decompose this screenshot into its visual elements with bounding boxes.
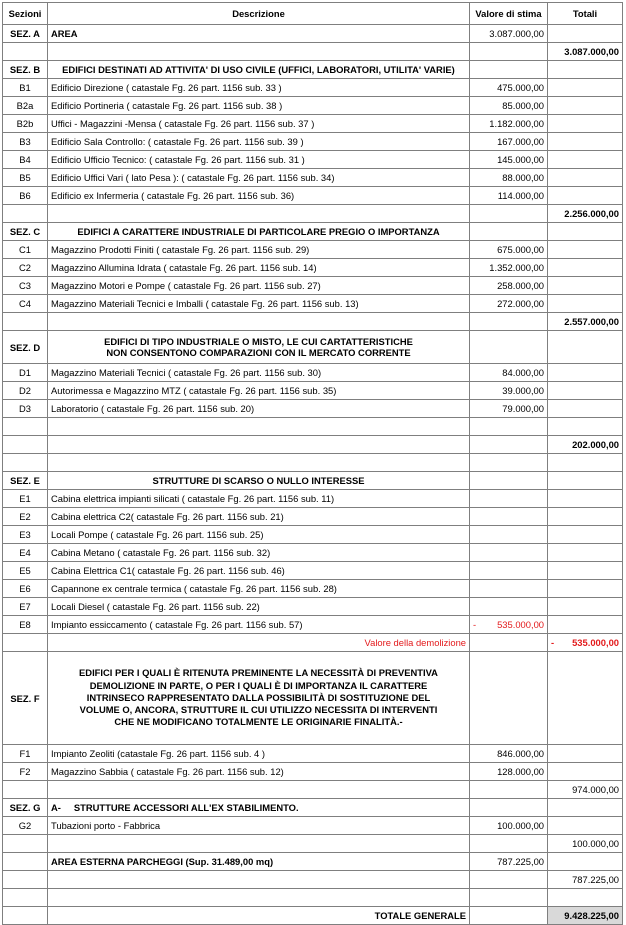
section-code: SEZ. A [3, 25, 48, 43]
sec-g-title-row [3, 799, 623, 817]
table-row [3, 115, 623, 133]
table-row [3, 490, 623, 508]
empty-cell [48, 436, 470, 454]
empty-cell [548, 223, 623, 241]
empty-cell [470, 313, 548, 331]
sec-e-title-row [3, 472, 623, 490]
empty-cell [470, 223, 548, 241]
empty-cell [48, 889, 470, 907]
section-code: SEZ. C [3, 223, 48, 241]
item-value: 88.000,00 [470, 169, 548, 187]
empty-cell [548, 151, 623, 169]
parking-value: 787.225,00 [470, 853, 548, 871]
empty-cell [48, 313, 470, 331]
section-title: EDIFICI PER I QUALI È RITENUTA PREMINENTE LA NECESSITÀ DI PREVENTIVA DEMOLIZIONE IN PARTE, O PER I QUALI È DI IMPORTANZA IL CARATTERE INTRINSECO RAPPRESENTATO DALLA POSSIBILITÀ DI SOSTITUZIONE DEL VOLUME O, ANCORA, STRUTTURE IL CUI UTILIZZO NECESSITA DI INTERVENTI CHE NE MODIFICANO TOTALMENTE LE ORIGINARIE FINALITÀ.- [48, 652, 470, 745]
item-value: 258.000,00 [470, 277, 548, 295]
item-code: B6 [3, 187, 48, 205]
empty-cell [3, 313, 48, 331]
item-code: E3 [3, 526, 48, 544]
section-total: 3.087.000,00 [548, 43, 623, 61]
empty-cell [548, 508, 623, 526]
table-row [3, 526, 623, 544]
empty-cell [548, 295, 623, 313]
empty-cell [3, 781, 48, 799]
item-code: B2b [3, 115, 48, 133]
table-row [3, 817, 623, 835]
item-desc: Locali Pompe ( catastale Fg. 26 part. 1156 sub. 25) [48, 526, 470, 544]
spacer-row [3, 889, 623, 907]
header-totali: Totali [548, 3, 623, 25]
empty-cell [548, 817, 623, 835]
table-row [3, 169, 623, 187]
empty-cell [470, 580, 548, 598]
item-value: 79.000,00 [470, 400, 548, 418]
item-desc: Edificio Direzione ( catastale Fg. 26 part. 1156 sub. 33 ) [48, 79, 470, 97]
section-total: 100.000,00 [548, 835, 623, 853]
empty-cell [548, 115, 623, 133]
empty-cell [470, 205, 548, 223]
item-code: D3 [3, 400, 48, 418]
empty-cell [548, 364, 623, 382]
item-code: E6 [3, 580, 48, 598]
item-value: 272.000,00 [470, 295, 548, 313]
spacer-row [3, 835, 623, 853]
item-value: 1.182.000,00 [470, 115, 548, 133]
empty-cell [548, 763, 623, 781]
empty-cell [548, 616, 623, 634]
item-code: E2 [3, 508, 48, 526]
section-total: 974.000,00 [548, 781, 623, 799]
table-row [3, 400, 623, 418]
item-desc: Magazzino Materiali Tecnici ( catastale Fg. 26 part. 1156 sub. 30) [48, 364, 470, 382]
empty-cell [548, 544, 623, 562]
header-sezioni: Sezioni [3, 3, 48, 25]
item-desc: Cabina elettrica C2( catastale Fg. 26 part. 1156 sub. 21) [48, 508, 470, 526]
empty-cell [548, 79, 623, 97]
empty-cell [548, 853, 623, 871]
item-value: 114.000,00 [470, 187, 548, 205]
empty-cell [3, 436, 48, 454]
sec-d-title-row [3, 331, 623, 364]
table-row [3, 364, 623, 382]
item-code: B5 [3, 169, 48, 187]
section-title: EDIFICI DI TIPO INDUSTRIALE O MISTO, LE CUI CARTATTERISTICHE NON CONSENTONO COMPARAZIONI CON IL MERCATO CORRENTE [48, 331, 470, 364]
item-code: D2 [3, 382, 48, 400]
empty-cell [548, 580, 623, 598]
empty-cell [548, 25, 623, 43]
empty-cell [48, 454, 470, 472]
header-descrizione: Descrizione [48, 3, 470, 25]
empty-cell [48, 835, 470, 853]
table-row [3, 97, 623, 115]
item-desc: Autorimessa e Magazzino MTZ ( catastale Fg. 26 part. 1156 sub. 35) [48, 382, 470, 400]
item-value: 167.000,00 [470, 133, 548, 151]
sec-f-total-row [3, 781, 623, 799]
empty-cell [548, 133, 623, 151]
empty-cell [3, 871, 48, 889]
empty-cell [470, 490, 548, 508]
empty-cell [548, 418, 623, 436]
empty-cell [548, 472, 623, 490]
empty-cell [548, 331, 623, 364]
item-desc: Locali Diesel ( catastale Fg. 26 part. 1156 sub. 22) [48, 598, 470, 616]
grand-total-row [3, 907, 623, 925]
empty-cell [470, 544, 548, 562]
item-desc: Magazzino Sabbia ( catastale Fg. 26 part. 1156 sub. 12) [48, 763, 470, 781]
empty-cell [48, 418, 470, 436]
item-desc: Cabina Elettrica C1( catastale Fg. 26 part. 1156 sub. 46) [48, 562, 470, 580]
empty-cell [548, 277, 623, 295]
item-value: 846.000,00 [470, 745, 548, 763]
section-code: SEZ. E [3, 472, 48, 490]
empty-cell [470, 508, 548, 526]
item-code: G2 [3, 817, 48, 835]
empty-cell [470, 562, 548, 580]
table-row [3, 745, 623, 763]
item-desc: Edificio ex Infermeria ( catastale Fg. 26 part. 1156 sub. 36) [48, 187, 470, 205]
table-row [3, 259, 623, 277]
table-row [3, 151, 623, 169]
table-header-row [3, 3, 623, 25]
sec-d-total-row [3, 436, 623, 454]
empty-cell [548, 652, 623, 745]
section-total: 787.225,00 [548, 871, 623, 889]
empty-cell [3, 835, 48, 853]
empty-cell [470, 526, 548, 544]
sec-c-title-row [3, 223, 623, 241]
section-title: AREA [48, 25, 470, 43]
parking-desc: AREA ESTERNA PARCHEGGI (Sup. 31.489,00 mq) [48, 853, 470, 871]
demolition-row [3, 634, 623, 652]
negative-total: 535.000,00 [572, 637, 619, 648]
item-code: E7 [3, 598, 48, 616]
item-code: D1 [3, 364, 48, 382]
item-code: B1 [3, 79, 48, 97]
section-title: STRUTTURE DI SCARSO O NULLO INTERESSE [48, 472, 470, 490]
demolition-label: Valore della demolizione [48, 634, 470, 652]
item-value: 1.352.000,00 [470, 259, 548, 277]
item-code: E5 [3, 562, 48, 580]
item-desc: Impianto Zeoliti (catastale Fg. 26 part. 1156 sub. 4 ) [48, 745, 470, 763]
table-row [3, 295, 623, 313]
item-desc: Edificio Portineria ( catastale Fg. 26 part. 1156 sub. 38 ) [48, 97, 470, 115]
item-desc: Cabina elettrica impianti silicati ( catastale Fg. 26 part. 1156 sub. 11) [48, 490, 470, 508]
item-value-negative [470, 616, 548, 634]
item-code: C3 [3, 277, 48, 295]
empty-cell [470, 835, 548, 853]
section-code: SEZ. G [3, 799, 48, 817]
item-code: E1 [3, 490, 48, 508]
grand-total-value: 9.428.225,00 [548, 907, 623, 925]
header-valore: Valore di stima [470, 3, 548, 25]
empty-cell [3, 634, 48, 652]
empty-cell [48, 43, 470, 61]
empty-cell [548, 799, 623, 817]
table-row [3, 133, 623, 151]
empty-cell [3, 205, 48, 223]
item-desc: Impianto essiccamento ( catastale Fg. 26 part. 1156 sub. 57) [48, 616, 470, 634]
empty-cell [470, 598, 548, 616]
item-value: 85.000,00 [470, 97, 548, 115]
empty-cell [470, 454, 548, 472]
item-code: C2 [3, 259, 48, 277]
spacer-row [3, 454, 623, 472]
item-desc: Magazzino Allumina Idrata ( catastale Fg. 26 part. 1156 sub. 14) [48, 259, 470, 277]
item-value: 128.000,00 [470, 763, 548, 781]
table-row [3, 277, 623, 295]
table-row [3, 544, 623, 562]
empty-cell [470, 43, 548, 61]
section-total: 2.557.000,00 [548, 313, 623, 331]
item-code: E8 [3, 616, 48, 634]
parking-row [3, 853, 623, 871]
empty-cell [470, 799, 548, 817]
sec-b-title-row [3, 61, 623, 79]
empty-cell [548, 97, 623, 115]
sec-c-total-row [3, 313, 623, 331]
empty-cell [548, 382, 623, 400]
item-code: E4 [3, 544, 48, 562]
empty-cell [548, 526, 623, 544]
table-row [3, 763, 623, 781]
empty-cell [470, 436, 548, 454]
minus-sign: - [551, 637, 555, 648]
item-value: 39.000,00 [470, 382, 548, 400]
empty-cell [548, 889, 623, 907]
item-code: C4 [3, 295, 48, 313]
empty-cell [470, 331, 548, 364]
parking-total-row [3, 871, 623, 889]
empty-cell [548, 61, 623, 79]
empty-cell [470, 889, 548, 907]
item-value: 3.087.000,00 [470, 25, 548, 43]
sec-a-row [3, 25, 623, 43]
item-value: 145.000,00 [470, 151, 548, 169]
grand-total-label: TOTALE GENERALE [48, 907, 470, 925]
table-row [3, 508, 623, 526]
empty-cell [48, 781, 470, 799]
item-desc: Magazzino Prodotti Finiti ( catastale Fg. 26 part. 1156 sub. 29) [48, 241, 470, 259]
empty-cell [48, 871, 470, 889]
item-desc: Laboratorio ( catastale Fg. 26 part. 1156 sub. 20) [48, 400, 470, 418]
section-total-negative [548, 634, 623, 652]
table-row [3, 241, 623, 259]
table-row [3, 382, 623, 400]
section-code: SEZ. B [3, 61, 48, 79]
empty-cell [48, 205, 470, 223]
section-title: EDIFICI A CARATTERE INDUSTRIALE DI PARTICOLARE PREGIO O IMPORTANZA [48, 223, 470, 241]
empty-cell [548, 454, 623, 472]
section-code: SEZ. F [3, 652, 48, 745]
item-desc: Uffici - Magazzini -Mensa ( catastale Fg. 26 part. 1156 sub. 37 ) [48, 115, 470, 133]
item-desc: Cabina Metano ( catastale Fg. 26 part. 1156 sub. 32) [48, 544, 470, 562]
section-total: 2.256.000,00 [548, 205, 623, 223]
negative-amount: 535.000,00 [497, 619, 544, 630]
empty-cell [470, 634, 548, 652]
item-value: 100.000,00 [470, 817, 548, 835]
section-total: 202.000,00 [548, 436, 623, 454]
empty-cell [470, 907, 548, 925]
empty-cell [548, 745, 623, 763]
sec-a-total-row [3, 43, 623, 61]
empty-cell [3, 853, 48, 871]
item-desc: Edificio Sala Controllo: ( catastale Fg. 26 part. 1156 sub. 39 ) [48, 133, 470, 151]
table-row [3, 580, 623, 598]
empty-cell [3, 907, 48, 925]
empty-cell [3, 454, 48, 472]
minus-sign: - [473, 619, 477, 630]
sec-f-title-row [3, 652, 623, 745]
empty-cell [3, 889, 48, 907]
table-row [3, 562, 623, 580]
item-value: 475.000,00 [470, 79, 548, 97]
item-code: F1 [3, 745, 48, 763]
item-value: 84.000,00 [470, 364, 548, 382]
valuation-table [2, 2, 623, 925]
table-row [3, 598, 623, 616]
empty-cell [3, 418, 48, 436]
empty-cell [548, 187, 623, 205]
empty-cell [548, 490, 623, 508]
item-desc: Magazzino Motori e Pompe ( catastale Fg. 26 part. 1156 sub. 27) [48, 277, 470, 295]
item-code: B2a [3, 97, 48, 115]
item-desc: Capannone ex centrale termica ( catastale Fg. 26 part. 1156 sub. 28) [48, 580, 470, 598]
empty-cell [470, 61, 548, 79]
empty-cell [548, 400, 623, 418]
section-code: SEZ. D [3, 331, 48, 364]
table-row [3, 616, 623, 634]
item-desc: Magazzino Materiali Tecnici e Imballi ( catastale Fg. 26 part. 1156 sub. 13) [48, 295, 470, 313]
item-desc: Tubazioni porto - Fabbrica [48, 817, 470, 835]
empty-cell [548, 169, 623, 187]
empty-cell [470, 871, 548, 889]
table-row [3, 79, 623, 97]
empty-cell [3, 43, 48, 61]
table-row [3, 187, 623, 205]
item-desc: Edificio Ufficio Tecnico: ( catastale Fg. 26 part. 1156 sub. 31 ) [48, 151, 470, 169]
empty-cell [548, 259, 623, 277]
spacer-row [3, 418, 623, 436]
item-value: 675.000,00 [470, 241, 548, 259]
section-title: EDIFICI DESTINATI AD ATTIVITA' DI USO CIVILE (UFFICI, LABORATORI, UTILITA' VARIE) [48, 61, 470, 79]
empty-cell [548, 241, 623, 259]
empty-cell [548, 598, 623, 616]
empty-cell [470, 418, 548, 436]
item-code: F2 [3, 763, 48, 781]
section-title: A- STRUTTURE ACCESSORI ALL'EX STABILIMENTO. [48, 799, 470, 817]
empty-cell [548, 562, 623, 580]
empty-cell [470, 781, 548, 799]
empty-cell [470, 472, 548, 490]
item-code: B3 [3, 133, 48, 151]
item-code: B4 [3, 151, 48, 169]
item-code: C1 [3, 241, 48, 259]
empty-cell [470, 652, 548, 745]
item-desc: Edificio Uffici Vari ( lato Pesa ): ( catastale Fg. 26 part. 1156 sub. 34) [48, 169, 470, 187]
sec-b-total-row [3, 205, 623, 223]
